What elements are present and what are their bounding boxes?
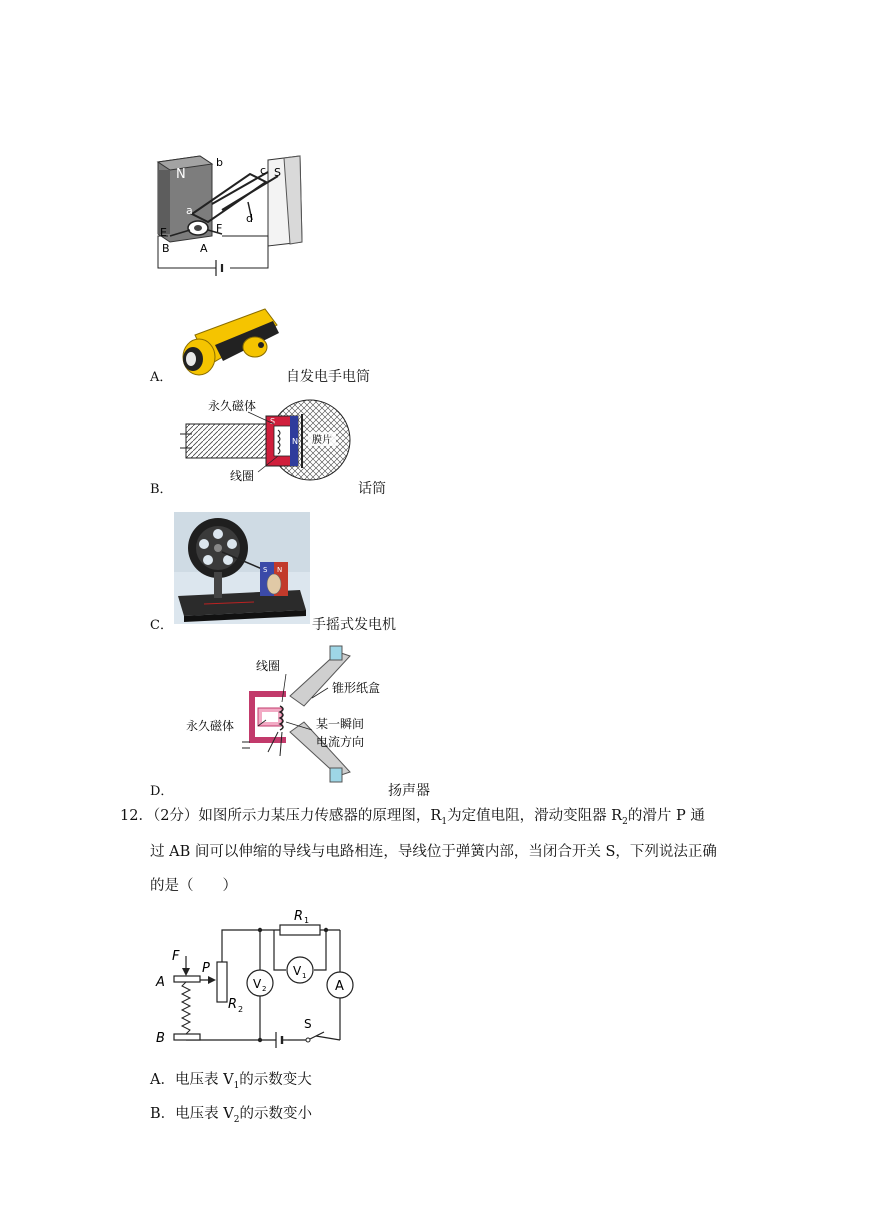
r1-sub: 1 — [304, 916, 310, 925]
label-E: E — [160, 226, 167, 239]
v1-label: V — [293, 964, 302, 978]
r1-label: R — [294, 909, 304, 924]
answer-b[interactable]: B．电压表 $V_2$的示数变小 — [150, 1106, 312, 1125]
slider-p-label: P — [202, 961, 210, 976]
force-f-label: F — [172, 949, 180, 964]
r2-label: R — [228, 997, 238, 1012]
label-d: d — [246, 212, 253, 225]
r2-sub: 2 — [238, 1005, 244, 1014]
ammeter-label: A — [335, 979, 344, 994]
option-b-caption: 话筒 — [358, 481, 386, 497]
speaker-coil-label: 线圈 — [256, 659, 281, 673]
option-a-letter: A． — [150, 370, 173, 385]
v2-sub: 2 — [262, 985, 267, 993]
label-S: S — [274, 166, 281, 179]
speaker-magnet-label: 永久磁体 — [186, 719, 235, 733]
current-label-2: 电流方向 — [316, 735, 365, 749]
diaphragm-label: 膜片 — [312, 435, 332, 446]
question-12-line-3: 的是（ ） — [150, 878, 237, 894]
answer-a[interactable]: A．电压表 $V_1$的示数变大 — [150, 1072, 312, 1091]
label-B: B — [162, 242, 170, 255]
option-d-caption: 扬声器 — [388, 783, 430, 799]
label-F: F — [216, 222, 223, 235]
label-A: A — [200, 242, 208, 255]
generator-pole-n: N — [277, 566, 283, 574]
option-b-letter: B． — [150, 482, 173, 497]
option-a-caption: 自发电手电筒 — [286, 369, 370, 385]
point-b-label: B — [156, 1031, 165, 1046]
motor-principle-figure — [150, 152, 310, 282]
current-label-1: 某一瞬间 — [316, 717, 365, 731]
generator-pole-s: S — [263, 566, 268, 574]
label-c: c — [260, 164, 267, 177]
option-c-letter: C． — [150, 618, 173, 633]
switch-s-label: S — [304, 1017, 312, 1031]
v2-label: V — [253, 977, 262, 991]
pressure-sensor-circuit — [150, 906, 360, 1056]
coil-label: 线圈 — [230, 469, 255, 483]
pole-s-label: S — [270, 417, 276, 426]
flashlight-image — [175, 305, 285, 383]
option-d-letter: D． — [150, 784, 174, 799]
label-a: a — [186, 204, 193, 217]
v1-sub: 1 — [302, 972, 307, 980]
magnet-label: 永久磁体 — [208, 399, 257, 413]
point-a-label: A — [156, 975, 165, 990]
label-N: N — [176, 167, 186, 182]
label-b: b — [216, 156, 223, 169]
question-12-line-1: 12．（2分）如图所示力某压力传感器的原理图，$R_1$为定值电阻，滑动变阻器 $R_2$的滑片 P 通 — [120, 808, 705, 827]
microphone-diagram — [178, 396, 356, 488]
question-12-line-2: 过 AB 间可以伸缩的导线与电路相连，导线位于弹簧内部，当闭合开关 S，下列说法正确 — [150, 844, 717, 860]
hand-crank-generator-image — [174, 512, 310, 624]
option-c-caption: 手摇式发电机 — [312, 617, 396, 633]
cone-label: 锥形纸盒 — [332, 681, 381, 695]
loudspeaker-diagram — [182, 644, 392, 794]
pole-n-label: N — [292, 437, 298, 446]
